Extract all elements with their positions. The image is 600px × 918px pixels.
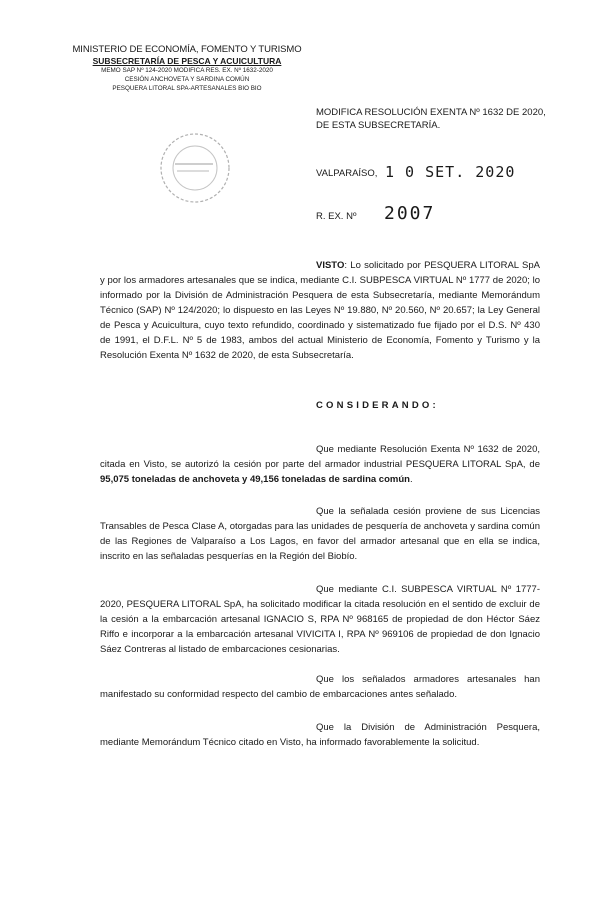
- ministry-name: MINISTERIO DE ECONOMÍA, FOMENTO Y TURISMO: [72, 44, 302, 55]
- considerando-paragraph-5: [100, 720, 540, 750]
- visto-text: : Lo solicitado por PESQUERA LITORAL SpA y por los armadores artesanales que se indica, mediante C.I. SUBPESCA VIRTUAL Nº 1777 de 2020; lo informado por la División de Administración Pesquera de esta Subsecretaría, mediante Memorándum Técnico (SAP) Nº 124/2020; lo dispuesto en las Leyes Nº 19.880, Nº 20.560, Nº 20.657; la Ley General de Pesca y Acuicultura, cuyo texto refundido, coordinado y sistematizado fue fijado por el D.S. Nº 430 de 1991, el D.F.L. Nº 5 de 1983, ambos del actual Ministerio de Economía, Fomento y Turismo y la Resolución Exenta Nº 1632 de 2020, de esta Subsecretaría.: [100, 260, 540, 361]
- rex-number: 2007: [384, 203, 436, 224]
- p1-before: Que mediante Resolución Exenta Nº 1632 de 2020, citada en Visto, se autorizó la cesión por parte del armador industrial PESQUERA LITORAL SpA, de: [100, 444, 540, 470]
- p2-text: Que la señalada cesión proviene de sus Licencias Transables de Pesca Clase A, otorgadas para las unidades de pesquería de anchoveta y sardina común de las Regiones de Valparaíso a Los Lagos, en favor del armador artesanal que en ella se indica, inscrito en las señaladas pesquerías en la Región del Biobío.: [100, 506, 540, 562]
- p1-after: .: [409, 474, 413, 485]
- considerando-paragraph-1: [100, 442, 540, 487]
- considerando-paragraph-2: [100, 504, 540, 564]
- date-stamp: 1 0 SET. 2020: [385, 163, 516, 181]
- p4-text: Que los señalados armadores artesanales han manifestado su conformidad respecto del cambio de embarcaciones antes señalado.: [100, 674, 540, 700]
- considerando-paragraph-4: [100, 672, 540, 702]
- parties-line: PESQUERA LITORAL SPA-ARTESANALES BIO BIO: [112, 85, 262, 92]
- resolution-reference: MODIFICA RESOLUCIÓN EXENTA Nº 1632 DE 2020, DE ESTA SUBSECRETARÍA.: [316, 107, 546, 131]
- species-line: CESIÓN ANCHOVETA Y SARDINA COMÚN: [124, 76, 250, 83]
- p5-text: Que la División de Administración Pesquera, mediante Memorándum Técnico citado en Visto, ha informado favorablemente la solicitud.: [100, 722, 540, 748]
- considerando-paragraph-3: [100, 582, 540, 657]
- place-label: VALPARAÍSO,: [316, 168, 378, 179]
- memo-line: MEMO SAP Nº 124-2020 MODIFICA RES. EX. Nº 1632-2020: [101, 67, 273, 74]
- subsecretaria-name: SUBSECRETARÍA DE PESCA Y ACUICULTURA: [92, 56, 282, 66]
- p3-text: Que mediante C.I. SUBPESCA VIRTUAL Nº 1777-2020, PESQUERA LITORAL SpA, ha solicitado modificar la citada resolución en el sentido de excluir de la cesión a la embarcación artesanal IGNACIO S, RPA Nº 968165 de propiedad de don Héctor Sáez Riffo e incorporar a la embarcación artesanal VIVICITA I, RPA Nº 969106 de propiedad de don Ignacio Sáez Contreras al listado de embarcaciones cesionarias.: [100, 584, 540, 655]
- considerando-heading: CONSIDERANDO:: [316, 400, 439, 411]
- rex-label: R. EX. Nº: [316, 211, 357, 222]
- visto-label: VISTO: [316, 260, 345, 271]
- p1-bold: 95,075 toneladas de anchoveta y 49,156 toneladas de sardina común: [100, 474, 410, 485]
- visto-paragraph: [100, 258, 540, 363]
- letterhead: [72, 44, 302, 93]
- official-seal-stamp: [155, 128, 235, 208]
